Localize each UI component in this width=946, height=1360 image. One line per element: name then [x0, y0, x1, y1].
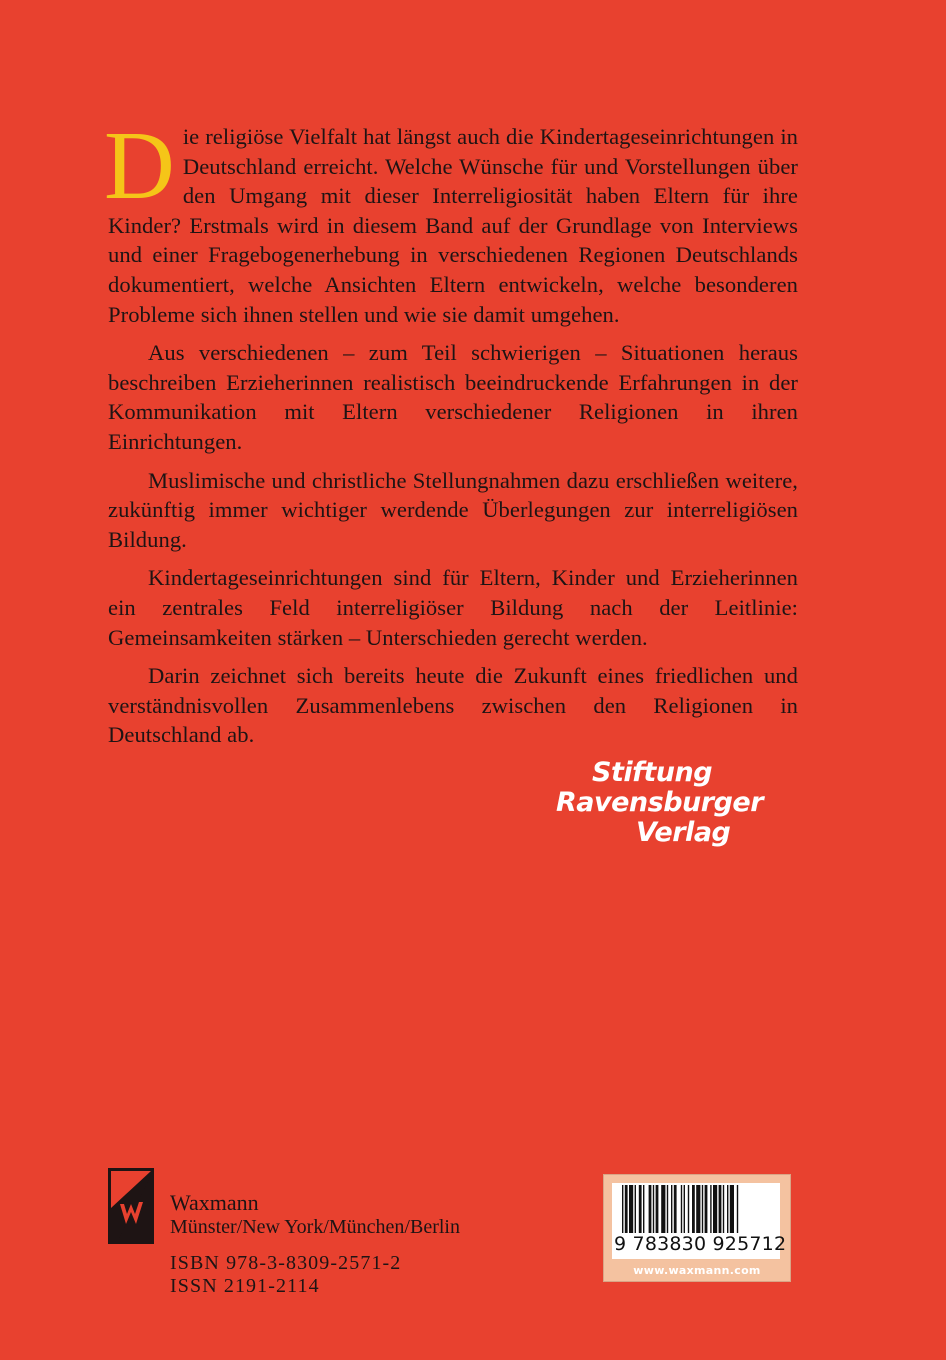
- barcode-bar: [622, 1185, 623, 1235]
- waxmann-logo-icon: [108, 1168, 154, 1244]
- blurb-text: [104, 112, 798, 759]
- blurb-paragraph-1: [104, 112, 798, 329]
- barcode-bar: [625, 1185, 628, 1235]
- drop-cap: D: [104, 112, 175, 220]
- barcode-bar: [667, 1185, 668, 1235]
- barcode-bar: [692, 1185, 695, 1235]
- blurb-paragraph-1-text: ie religiöse Vielfalt hat längst auch die Kindertageseinrichtungen in Deutschland erreicht. Welche Wünsche für und Vorstellungen über den Umgang mit dieser Interreligiosität haben Eltern für ihre Kinder? Erstmals wird in diesem Band auf der Grundlage von Interviews und einer Fragebogenerhebung in verschiedenen Regionen Deutschlands dokumentiert, welche Ansichten Eltern entwickeln, welche besonderen Probleme sich ihnen stellen und wie sie damit umgehen.: [108, 124, 798, 327]
- barcode-bar: [653, 1185, 654, 1235]
- isbn-block: [170, 1252, 401, 1298]
- blurb-paragraph-5: Darin zeichnet sich bereits heute die Zukunft eines friedlichen und verständnisvollen Zusammenlebens zwischen den Religionen in Deutschland ab.: [108, 663, 798, 748]
- foundation-logo-line-1: Stiftung: [592, 757, 713, 788]
- barcode-bar: [713, 1185, 717, 1235]
- barcode-bar: [661, 1185, 665, 1235]
- barcode-bar: [719, 1185, 722, 1235]
- barcode-bar: [629, 1185, 633, 1235]
- barcode-bar: [737, 1185, 738, 1235]
- blurb-paragraph-2: Aus verschiedenen – zum Teil schwierigen – Situationen heraus beschreiben Erzieherinnen realistisch beeindruckende Erfahrungen in der Kommunikation mit Eltern verschiedener Religionen in ihren Einrichtungen.: [108, 340, 798, 454]
- barcode-panel: [603, 1174, 791, 1282]
- barcode-bar: [656, 1185, 659, 1235]
- barcode-bar: [688, 1185, 689, 1235]
- isbn-number: ISBN 978-3-8309-2571-2: [170, 1252, 402, 1274]
- barcode-bar: [705, 1185, 708, 1235]
- barcode-digits: 9 783830 925712: [614, 1233, 787, 1255]
- barcode-bar: [643, 1185, 644, 1235]
- barcode-bar: [684, 1185, 685, 1235]
- issn-number: ISSN 2191-2114: [170, 1275, 320, 1297]
- publisher-name: Waxmann: [170, 1190, 259, 1215]
- barcode-bars: [622, 1185, 772, 1235]
- barcode-bar: [649, 1185, 652, 1235]
- blurb-paragraph-4: Kindertageseinrichtungen sind für Eltern, Kinder und Erzieherinnen ein zentrales Feld interreligiöser Bildung nach der Leitlinie: Gemeinsamkeiten stärken – Unterschieden gerecht werden.: [108, 565, 798, 650]
- barcode-bar: [702, 1185, 703, 1235]
- publisher-info: [170, 1190, 460, 1239]
- barcode-bar: [730, 1185, 734, 1235]
- publisher-website: www.waxmann.com: [633, 1264, 761, 1277]
- barcode: [612, 1183, 787, 1259]
- foundation-logo-line-2: Ravensburger: [556, 787, 764, 818]
- barcode-bar: [639, 1185, 642, 1235]
- barcode-bar: [723, 1185, 724, 1235]
- barcode-bar: [674, 1185, 677, 1235]
- barcode-bar: [727, 1185, 728, 1235]
- barcode-bar: [681, 1185, 682, 1235]
- barcode-bar: [696, 1185, 700, 1235]
- publisher-cities: Münster/New York/München/Berlin: [170, 1216, 460, 1238]
- barcode-bar: [710, 1185, 711, 1235]
- barcode-bar: [671, 1185, 672, 1235]
- foundation-logo: [556, 758, 796, 848]
- barcode-bar: [635, 1185, 636, 1235]
- blurb-paragraph-3: Muslimische und christliche Stellungnahmen dazu erschließen weitere, zukünftig immer wichtiger werdende Überlegungen zur interreligiösen Bildung.: [108, 467, 798, 552]
- foundation-logo-line-3: Verlag: [636, 817, 731, 848]
